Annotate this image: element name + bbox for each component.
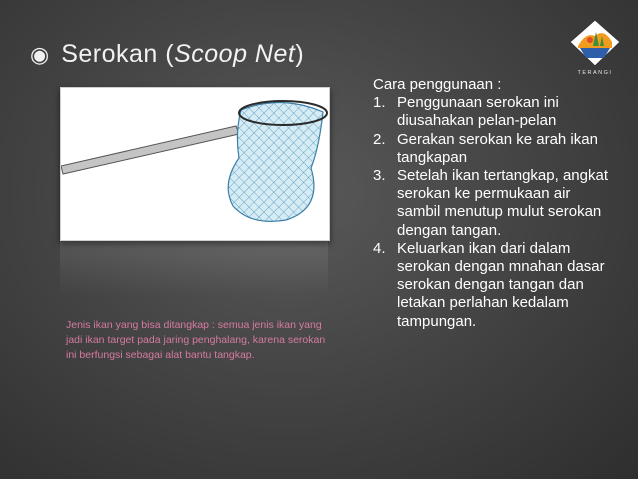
terangi-logo bbox=[566, 18, 624, 80]
step-number: 4. bbox=[373, 239, 386, 257]
logo-text: TERANGI bbox=[577, 70, 613, 76]
slide-title bbox=[61, 40, 304, 69]
scoop-net-illustration bbox=[60, 87, 330, 241]
caption-text: Jenis ikan yang bisa ditangkap : semua jenis ikan yang jadi ikan target pada jaring penghalang, karena serokan ini berfungsi sebagai alat bantu tangkap. bbox=[66, 319, 326, 361]
usage-instructions bbox=[373, 76, 623, 331]
photo-reflection bbox=[60, 241, 328, 296]
title-prefix: Serokan ( bbox=[61, 40, 175, 68]
scoop-net-drawing bbox=[61, 88, 329, 240]
title-row bbox=[30, 40, 304, 69]
step-number: 1. bbox=[373, 94, 386, 112]
usage-steps bbox=[373, 94, 623, 331]
title-italic: Scoop Net bbox=[174, 40, 296, 68]
net-bag bbox=[228, 102, 323, 221]
caption bbox=[66, 318, 336, 363]
usage-step bbox=[373, 167, 623, 240]
net-handle bbox=[61, 126, 239, 174]
logo-emblem-icon bbox=[566, 18, 624, 70]
step-text: Keluarkan ikan dari dalam serokan dengan mnahan dasar serokan dengan tangan dan letakan perlahan kedalam tampungan. bbox=[397, 239, 605, 330]
usage-step bbox=[373, 131, 623, 167]
title-suffix: ) bbox=[295, 40, 305, 68]
step-text: Gerakan serokan ke arah ikan tangkapan bbox=[397, 130, 598, 166]
step-number: 2. bbox=[373, 130, 386, 148]
usage-step bbox=[373, 94, 623, 130]
step-text: Setelah ikan tertangkap, angkat serokan ke permukaan air sambil menutup mulut serokan dengan tangan. bbox=[397, 167, 608, 239]
step-number: 3. bbox=[373, 167, 386, 185]
usage-heading: Cara penggunaan : bbox=[373, 76, 502, 93]
target-bullet-icon: ◉ bbox=[30, 41, 50, 67]
step-text: Penggunaan serokan ini diusahakan pelan-pelan bbox=[397, 94, 559, 130]
usage-step bbox=[373, 240, 623, 331]
